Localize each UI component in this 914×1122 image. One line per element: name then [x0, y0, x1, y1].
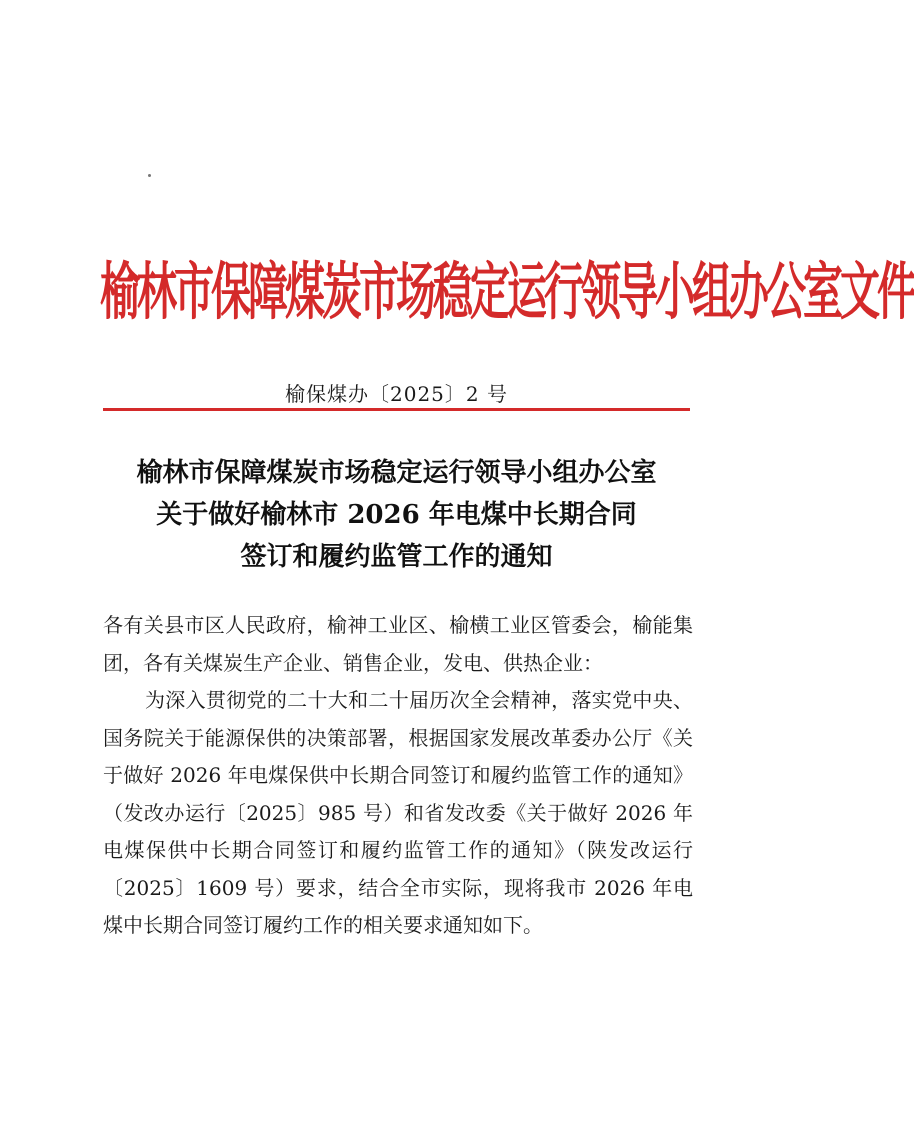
document-body	[103, 607, 693, 945]
title-line-2: 关于做好榆林市 2026 年电煤中长期合同	[156, 500, 637, 530]
title-line-1: 榆林市保障煤炭市场稳定运行领导小组办公室	[136, 458, 657, 488]
scan-speck	[148, 174, 151, 177]
title-line-3: 签订和履约监管工作的通知	[240, 542, 553, 572]
red-separator-line	[103, 408, 690, 411]
document-title	[0, 452, 793, 578]
issuer-header-title: 榆林市保障煤炭市场稳定运行领导小组办公室文件	[100, 255, 914, 329]
document-number: 榆保煤办〔2025〕2 号	[285, 382, 508, 406]
salutation: 各有关县市区人民政府，榆神工业区、榆横工业区管委会，榆能集团，各有关煤炭生产企业、销售企业，发电、供热企业：	[103, 613, 693, 675]
body-paragraph: 为深入贯彻党的二十大和二十届历次全会精神，落实党中央、国务院关于能源保供的决策部署，根据国家发展改革委办公厅《关于做好 2026 年电煤保供中长期合同签订和履约监管工作的通知》（发改办运行〔2025〕985 号）和省发改委《关于做好 2026 年电煤保供中长期合同签订和履约监管工作的通知》（陕发改运行〔2025〕1609 号）要求，结合全市实际，现将我市 2026 年电煤中长期合同签订履约工作的相关要求通知如下。	[103, 688, 693, 937]
